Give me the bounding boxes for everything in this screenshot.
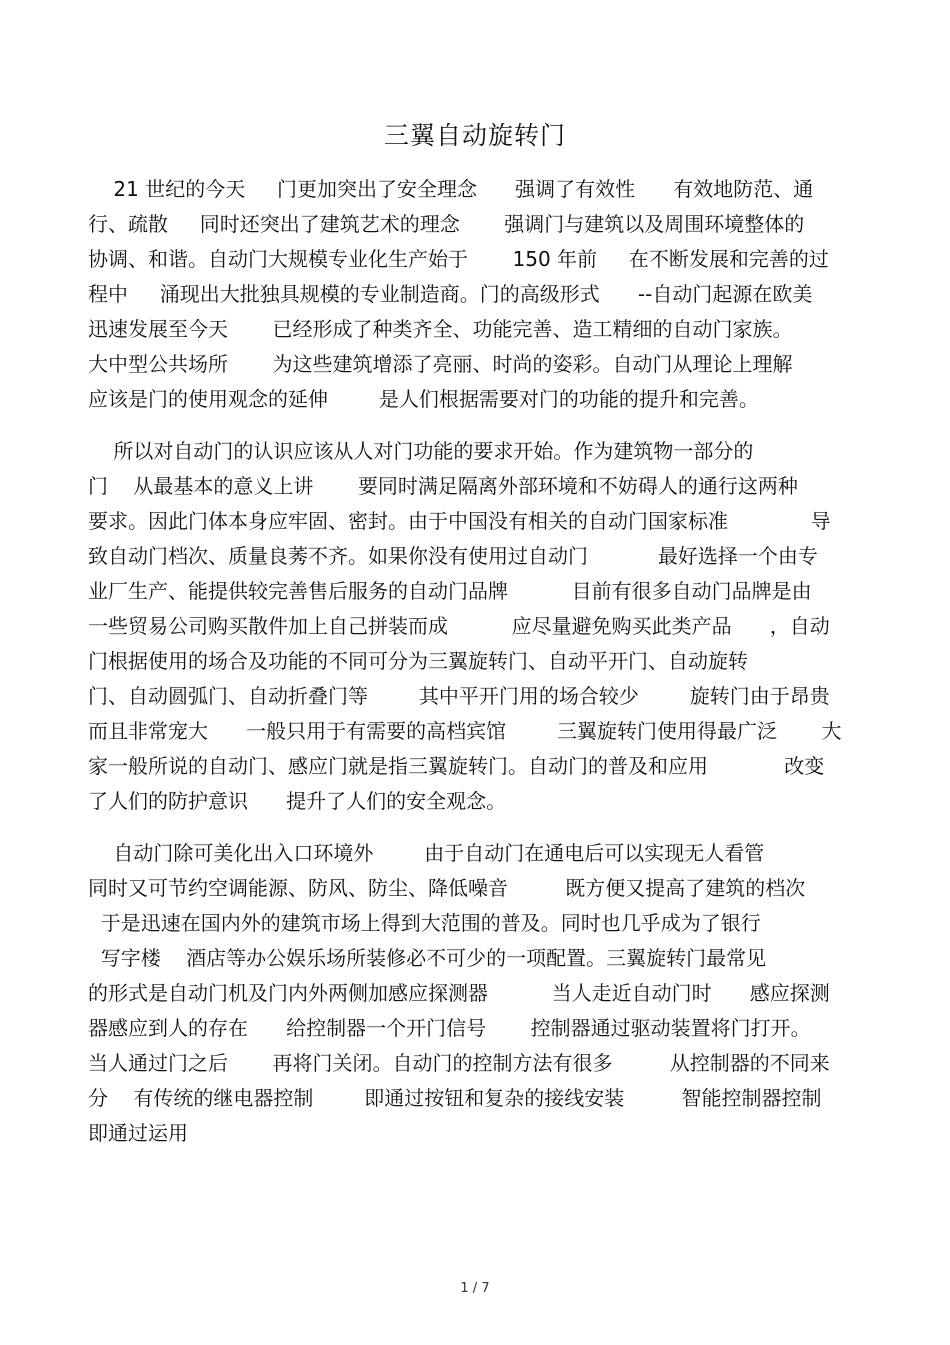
text-line: 行、疏散 同时还突出了建筑艺术的理念 强调门与建筑以及周围环境整体的 (88, 212, 805, 236)
text-line: 器感应到人的存在 给控制器一个开门信号 控制器通过驱动装置将门打开。 (88, 1016, 811, 1040)
text-line: 迅速发展至今天 已经形成了种类齐全、功能完善、造工精细的自动门家族。 (88, 317, 793, 341)
text-line: 致自动门档次、质量良莠不齐。如果你没有使用过自动门 最好选择一个由专 (88, 544, 818, 568)
text-line: 而且非常宠大 一般只用于有需要的高档宾馆 三翼旋转门使用得最广泛 大 (88, 719, 842, 743)
text-line: 21 世纪的今天 门更加突出了安全理念 强调了有效性 有效地防范、通 (88, 177, 814, 201)
text-line: 门 从最基本的意义上讲 要同时满足隔离外部环境和不妨碍人的通行这两种 (88, 474, 798, 498)
text-line: 所以对自动门的认识应该从人对门功能的要求开始。作为建筑物一部分的 (88, 439, 754, 463)
text-line: 程中 涌现出大批独具规模的专业制造商。门的高级形式 --自动门起源在欧美 (88, 282, 813, 306)
paragraph-3 (88, 836, 858, 1151)
text-line: 大中型公共场所 为这些建筑增添了亮丽、时尚的姿彩。自动门从理论上理解 (88, 352, 793, 376)
text-line: 分 有传统的继电器控制 即通过按钮和复杂的接线安装 智能控制器控制 (88, 1086, 822, 1110)
text-line: 当人通过门之后 再将门关闭。自动门的控制方法有很多 从控制器的不同来 (88, 1051, 830, 1075)
text-line: 要求。因此门体本身应牢固、密封。由于中国没有相关的自动门国家标准 导 (88, 509, 831, 533)
text-line: 自动门除可美化出入口环境外 由于自动门在通电后可以实现无人看管 (88, 841, 765, 865)
page-indicator: 1 / 7 (460, 1281, 490, 1296)
text-line: 写字楼 酒店等办公娱乐场所装修必不可少的一项配置。三翼旋转门最常见 (88, 946, 767, 970)
paragraph-2 (88, 434, 858, 819)
paragraph-1 (88, 172, 858, 417)
text-line: 一些贸易公司购买散件加上自己拼装而成 应尽量避免购买此类产品 ，自动 (88, 614, 830, 638)
text-line: 于是迅速在国内外的建筑市场上得到大范围的普及。同时也几乎成为了银行 (88, 911, 761, 935)
text-line: 应该是门的使用观念的延伸 是人们根据需要对门的功能的提升和完善。 (88, 387, 759, 411)
text-line: 的形式是自动门机及门内外两侧加感应探测器 当人走近自动门时 感应探测 (88, 981, 830, 1005)
text-line: 协调、和谐。自动门大规模专业化生产始于 150 年前 在不断发展和完善的过 (88, 247, 829, 271)
text-line: 业厂生产、能提供较完善售后服务的自动门品牌 目前有很多自动门品牌是由 (88, 579, 812, 603)
document-title: 三翼自动旋转门 (383, 121, 566, 150)
text-line: 门根据使用的场合及功能的不同可分为三翼旋转门、自动平开门、自动旋转 (88, 649, 748, 673)
text-line: 即通过运用 (88, 1121, 188, 1145)
text-line: 同时又可节约空调能源、防风、防尘、降低噪音 既方便又提高了建筑的档次 (88, 876, 806, 900)
text-line: 门、自动圆弧门、自动折叠门等 其中平开门用的场合较少 旋转门由于昂贵 (88, 684, 830, 708)
text-line: 家一般所说的自动门、感应门就是指三翼旋转门。自动门的普及和应用 改变 (88, 754, 825, 778)
text-line: 了人们的防护意识 提升了人们的安全观念。 (88, 789, 507, 813)
